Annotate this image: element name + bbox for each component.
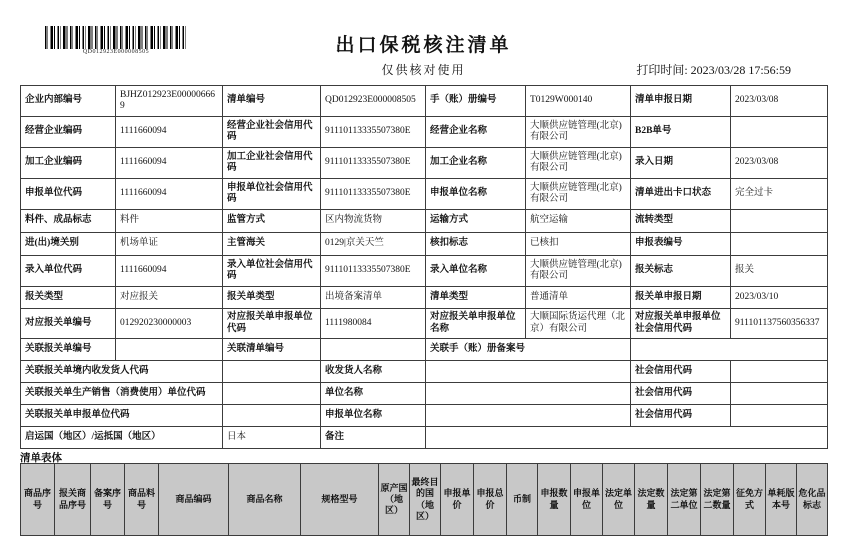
label-cell: 申报单位社会信用代码 xyxy=(223,179,321,210)
form-row xyxy=(21,309,828,339)
label-cell: 加工企业名称 xyxy=(426,148,526,179)
column-header: 原产国（地区） xyxy=(379,464,410,536)
label-cell: 清单申报日期 xyxy=(631,86,731,117)
value-cell: 2023/03/10 xyxy=(731,287,828,309)
form-row xyxy=(21,117,828,148)
column-header: 申报单位 xyxy=(571,464,603,536)
label-cell: 报关单类型 xyxy=(223,287,321,309)
value-cell: 大顺供应链管理(北京)有限公司 xyxy=(526,117,631,148)
label-cell: 录入单位名称 xyxy=(426,256,526,287)
label-cell: 核扣标志 xyxy=(426,233,526,256)
page-title: 出口保税核注清单 xyxy=(335,35,512,56)
value-cell xyxy=(631,339,828,361)
label-cell: 运输方式 xyxy=(426,210,526,233)
value-cell: 大顺供应链管理(北京)有限公司 xyxy=(526,148,631,179)
label-cell: 报关单申报日期 xyxy=(631,287,731,309)
detail-table xyxy=(20,463,828,536)
label-cell: 申报单位名称 xyxy=(426,179,526,210)
form-row xyxy=(21,361,828,383)
label-cell: 启运国（地区）/运抵国（地区） xyxy=(21,427,223,449)
column-header: 报关商品序号 xyxy=(55,464,91,536)
value-cell xyxy=(426,383,631,405)
label-cell: 对应报关单申报单位代码 xyxy=(223,309,321,339)
value-cell xyxy=(731,361,828,383)
value-cell: 012920230000003 xyxy=(116,309,223,339)
print-time: 打印时间: 2023/03/28 17:56:59 xyxy=(636,63,791,77)
value-cell xyxy=(731,117,828,148)
column-header: 币制 xyxy=(507,464,538,536)
label-cell: 社会信用代码 xyxy=(631,361,731,383)
label-cell: 企业内部编号 xyxy=(21,86,116,117)
label-cell: 关联清单编号 xyxy=(223,339,321,361)
label-cell: 关联报关单编号 xyxy=(21,339,116,361)
label-cell: 对应报关单申报单位名称 xyxy=(426,309,526,339)
detail-section-title: 清单表体 xyxy=(20,453,62,464)
label-cell: 进(出)境关别 xyxy=(21,233,116,256)
column-header: 商品料号 xyxy=(125,464,159,536)
value-cell: 2023/03/08 xyxy=(731,148,828,179)
label-cell: 经营企业名称 xyxy=(426,117,526,148)
value-cell: 1111660094 xyxy=(116,179,223,210)
value-cell: 1111660094 xyxy=(116,256,223,287)
value-cell: QD012923E000008505 xyxy=(321,86,426,117)
form-row xyxy=(21,179,828,210)
value-cell: 大顺供应链管理(北京)有限公司 xyxy=(526,256,631,287)
form-row xyxy=(21,86,828,117)
column-header: 申报数量 xyxy=(538,464,571,536)
value-cell: 大顺国际货运代理（北京）有限公司 xyxy=(526,309,631,339)
label-cell: 监管方式 xyxy=(223,210,321,233)
form-row xyxy=(21,256,828,287)
value-cell: 91110113335507380E xyxy=(321,179,426,210)
value-cell: 91110113335507380E xyxy=(321,256,426,287)
label-cell: 单位名称 xyxy=(321,383,426,405)
label-cell: 手（账）册编号 xyxy=(426,86,526,117)
value-cell xyxy=(426,361,631,383)
value-cell xyxy=(426,427,828,449)
column-header: 危化品标志 xyxy=(797,464,828,536)
detail-header-row xyxy=(21,464,828,536)
value-cell: 普通清单 xyxy=(526,287,631,309)
label-cell: 录入单位社会信用代码 xyxy=(223,256,321,287)
value-cell xyxy=(116,339,223,361)
column-header: 法定第二数量 xyxy=(701,464,734,536)
label-cell: 经营企业编码 xyxy=(21,117,116,148)
value-cell: 1111980084 xyxy=(321,309,426,339)
label-cell: 申报表编号 xyxy=(631,233,731,256)
column-header: 申报总价 xyxy=(474,464,507,536)
label-cell: 料件、成品标志 xyxy=(21,210,116,233)
form-row xyxy=(21,405,828,427)
column-header: 单耗版本号 xyxy=(766,464,797,536)
label-cell: 流转类型 xyxy=(631,210,731,233)
value-cell: T0129W000140 xyxy=(526,86,631,117)
barcode-text: QD012923E000008505 xyxy=(82,49,150,55)
value-cell xyxy=(223,383,321,405)
value-cell: 机场单证 xyxy=(116,233,223,256)
value-cell xyxy=(731,383,828,405)
value-cell: 出境备案清单 xyxy=(321,287,426,309)
label-cell: 录入单位代码 xyxy=(21,256,116,287)
label-cell: 关联报关单境内收发货人代码 xyxy=(21,361,223,383)
column-header: 申报单价 xyxy=(441,464,474,536)
label-cell: 社会信用代码 xyxy=(631,383,731,405)
label-cell: 申报单位代码 xyxy=(21,179,116,210)
value-cell xyxy=(731,210,828,233)
column-header: 商品编码 xyxy=(159,464,229,536)
column-header: 征免方式 xyxy=(734,464,766,536)
value-cell: 日本 xyxy=(223,427,321,449)
value-cell: 报关 xyxy=(731,256,828,287)
form-row xyxy=(21,287,828,309)
column-header: 商品序号 xyxy=(21,464,55,536)
label-cell: B2B单号 xyxy=(631,117,731,148)
label-cell: 备注 xyxy=(321,427,426,449)
form-row xyxy=(21,233,828,256)
column-header: 规格型号 xyxy=(301,464,379,536)
label-cell: 主管海关 xyxy=(223,233,321,256)
column-header: 备案序号 xyxy=(91,464,125,536)
form-row xyxy=(21,210,828,233)
value-cell: 1111660094 xyxy=(116,148,223,179)
label-cell: 清单进出卡口状态 xyxy=(631,179,731,210)
label-cell: 清单编号 xyxy=(223,86,321,117)
value-cell: 完全过卡 xyxy=(731,179,828,210)
value-cell: 对应报关 xyxy=(116,287,223,309)
column-header: 法定数量 xyxy=(635,464,668,536)
label-cell: 加工企业社会信用代码 xyxy=(223,148,321,179)
form-row xyxy=(21,383,828,405)
form-table xyxy=(20,85,828,449)
value-cell xyxy=(321,339,426,361)
value-cell: 91110113335507380E xyxy=(321,148,426,179)
value-cell: BJHZ012923E000006669 xyxy=(116,86,223,117)
value-cell: 91110113335507380E xyxy=(321,117,426,148)
label-cell: 收发货人名称 xyxy=(321,361,426,383)
form-row xyxy=(21,148,828,179)
page-subtitle: 仅供核对使用 xyxy=(381,63,466,77)
value-cell: 已核扣 xyxy=(526,233,631,256)
value-cell xyxy=(223,361,321,383)
value-cell xyxy=(223,405,321,427)
value-cell xyxy=(731,405,828,427)
value-cell xyxy=(731,233,828,256)
value-cell: 航空运输 xyxy=(526,210,631,233)
value-cell xyxy=(426,405,631,427)
value-cell: 1111660094 xyxy=(116,117,223,148)
label-cell: 报关标志 xyxy=(631,256,731,287)
form-row xyxy=(21,427,828,449)
label-cell: 社会信用代码 xyxy=(631,405,731,427)
value-cell: 区内物流货物 xyxy=(321,210,426,233)
column-header: 法定第二单位 xyxy=(668,464,701,536)
label-cell: 申报单位名称 xyxy=(321,405,426,427)
value-cell: 料件 xyxy=(116,210,223,233)
form-row xyxy=(21,339,828,361)
label-cell: 对应报关单编号 xyxy=(21,309,116,339)
column-header: 法定单位 xyxy=(603,464,635,536)
label-cell: 加工企业编码 xyxy=(21,148,116,179)
label-cell: 报关类型 xyxy=(21,287,116,309)
label-cell: 经营企业社会信用代码 xyxy=(223,117,321,148)
value-cell: 911101137560356337 xyxy=(731,309,828,339)
label-cell: 录入日期 xyxy=(631,148,731,179)
label-cell: 关联报关单申报单位代码 xyxy=(21,405,223,427)
column-header: 最终目的国（地区） xyxy=(410,464,441,536)
value-cell: 2023/03/08 xyxy=(731,86,828,117)
column-header: 商品名称 xyxy=(229,464,301,536)
label-cell: 清单类型 xyxy=(426,287,526,309)
value-cell: 大顺供应链管理(北京)有限公司 xyxy=(526,179,631,210)
label-cell: 关联手（账）册备案号 xyxy=(426,339,631,361)
value-cell: 0129|京关天竺 xyxy=(321,233,426,256)
label-cell: 关联报关单生产销售（消费使用）单位代码 xyxy=(21,383,223,405)
label-cell: 对应报关单申报单位社会信用代码 xyxy=(631,309,731,339)
